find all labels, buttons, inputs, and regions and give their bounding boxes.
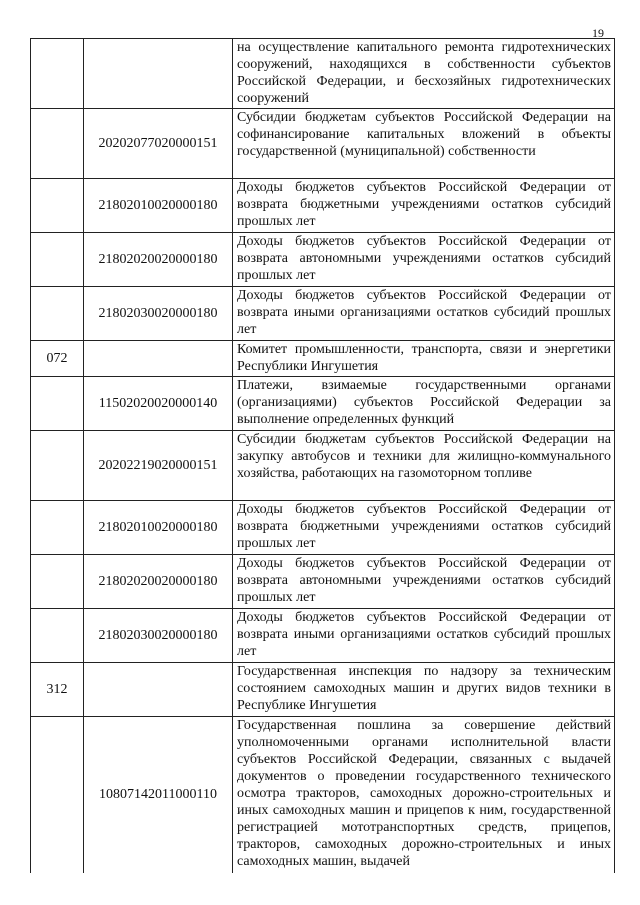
description-text: на осуществление капитального ремонта гидротехнических сооружений, находящихся в собственности субъектов Российской Федерации, и бесхозяйных гидротехнических сооружений xyxy=(237,40,611,106)
description-cell xyxy=(233,555,615,609)
description-cell xyxy=(233,377,615,431)
description-cell xyxy=(233,501,615,555)
description-text: Комитет промышленности, транспорта, связи и энергетики Республики Ингушетия xyxy=(237,342,611,374)
admin-code-cell xyxy=(31,39,84,109)
table-row xyxy=(31,287,615,341)
revenue-code-cell: 10807142011000110 xyxy=(84,717,233,873)
admin-code-cell xyxy=(31,109,84,179)
description-cell xyxy=(233,717,615,873)
admin-code-cell xyxy=(31,233,84,287)
revenue-code-cell: 20202077020000151 xyxy=(84,109,233,179)
description-text: Платежи, взимаемые государственными органами (организациями) субъектов Российской Федерации за выполнение определенных функций xyxy=(237,378,611,427)
admin-code-cell xyxy=(31,717,84,873)
description-text: Доходы бюджетов субъектов Российской Федерации от возврата автономными учреждениями остатков субсидий прошлых лет xyxy=(237,234,611,283)
description-text: Доходы бюджетов субъектов Российской Федерации от возврата бюджетными учреждениями остатков субсидий прошлых лет xyxy=(237,502,611,551)
description-cell xyxy=(233,431,615,501)
description-cell xyxy=(233,609,615,663)
description-text: Государственная инспекция по надзору за техническим состоянием самоходных машин и других видов техники в Республике Ингушетия xyxy=(237,664,611,713)
admin-code-cell xyxy=(31,377,84,431)
revenue-code-cell xyxy=(84,663,233,717)
revenue-code-table xyxy=(30,38,615,873)
admin-code-cell: 072 xyxy=(31,341,84,377)
table-row xyxy=(31,431,615,501)
admin-code-cell xyxy=(31,501,84,555)
revenue-code-cell: 21802010020000180 xyxy=(84,501,233,555)
description-cell xyxy=(233,233,615,287)
table-row xyxy=(31,663,615,717)
revenue-code-cell: 21802010020000180 xyxy=(84,179,233,233)
revenue-code-cell: 11502020020000140 xyxy=(84,377,233,431)
admin-code-cell xyxy=(31,179,84,233)
description-cell xyxy=(233,179,615,233)
revenue-code-cell: 21802030020000180 xyxy=(84,287,233,341)
table-row xyxy=(31,179,615,233)
description-text: Субсидии бюджетам субъектов Российской Федерации на софинансирование капитальных вложений в объекты государственной (муниципальной) собственности xyxy=(237,110,611,159)
table-row xyxy=(31,501,615,555)
admin-code-cell: 312 xyxy=(31,663,84,717)
description-cell xyxy=(233,287,615,341)
description-cell xyxy=(233,663,615,717)
table-row xyxy=(31,39,615,109)
description-cell xyxy=(233,109,615,179)
admin-code-cell xyxy=(31,431,84,501)
table-row xyxy=(31,555,615,609)
table-row xyxy=(31,377,615,431)
table-row xyxy=(31,609,615,663)
table-row xyxy=(31,717,615,873)
table-row xyxy=(31,109,615,179)
revenue-code-cell xyxy=(84,39,233,109)
revenue-code-cell: 21802020020000180 xyxy=(84,555,233,609)
revenue-code-cell: 21802030020000180 xyxy=(84,609,233,663)
description-text: Доходы бюджетов субъектов Российской Федерации от возврата иными организациями остатков субсидий прошлых лет xyxy=(237,288,611,337)
table-row xyxy=(31,233,615,287)
table-row xyxy=(31,341,615,377)
page-number: 19 xyxy=(592,26,604,40)
description-cell xyxy=(233,39,615,109)
revenue-code-cell xyxy=(84,341,233,377)
description-text: Доходы бюджетов субъектов Российской Федерации от возврата автономными учреждениями остатков субсидий прошлых лет xyxy=(237,556,611,605)
description-cell xyxy=(233,341,615,377)
admin-code-cell xyxy=(31,609,84,663)
description-text: Доходы бюджетов субъектов Российской Федерации от возврата иными организациями остатков субсидий прошлых лет xyxy=(237,610,611,659)
admin-code-cell xyxy=(31,555,84,609)
revenue-code-cell: 20202219020000151 xyxy=(84,431,233,501)
description-text: Субсидии бюджетам субъектов Российской Федерации на закупку автобусов и техники для жилищно-коммунального хозяйства, работающих на газомоторном топливе xyxy=(237,432,611,481)
description-text: Государственная пошлина за совершение действий уполномоченными органами исполнительной власти субъектов Российской Федерации, связанных с выдачей документов о проведении государственного технического осмотра тракторов, самоходных дорожно-строительных и иных самоходных машин и прицепов к ним, государственной регистрацией мототранспортных средств, прицепов, тракторов, самоходных дорожно-строительных и иных самоходных машин, выдачей xyxy=(237,718,611,869)
description-text: Доходы бюджетов субъектов Российской Федерации от возврата бюджетными учреждениями остатков субсидий прошлых лет xyxy=(237,180,611,229)
admin-code-cell xyxy=(31,287,84,341)
revenue-code-cell: 21802020020000180 xyxy=(84,233,233,287)
